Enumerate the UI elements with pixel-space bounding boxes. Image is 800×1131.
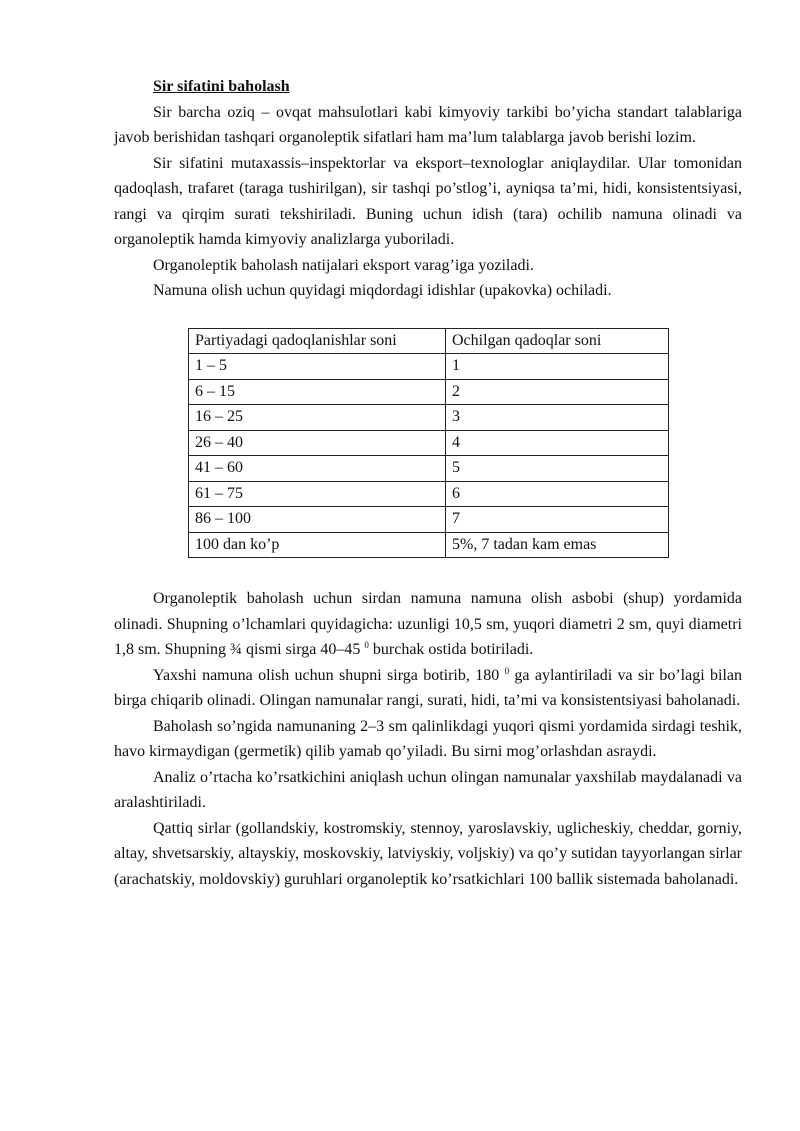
paragraph-rotate-text-1: Yaxshi namuna olish uchun shupni sirga botirib, 180 bbox=[153, 666, 505, 684]
degree-superscript: 0 bbox=[504, 665, 510, 676]
table-cell-opened: 2 bbox=[446, 379, 669, 405]
table-header-row bbox=[189, 328, 669, 354]
degree-superscript: 0 bbox=[364, 640, 369, 650]
table-row bbox=[189, 532, 669, 558]
section-heading: Sir sifatini baholash bbox=[153, 78, 290, 95]
paragraph-shup-text-2: burchak ostida botiriladi. bbox=[368, 641, 534, 658]
paragraph-shup-text-1: Organoleptik baholash uchun sirdan namuna namuna olish asbobi (shup) yordamida olinadi. Shupning o’lchamlari quyidagicha: uzunligi 10,5 sm, yuqori diametri 2 sm, quyi diametri 1,8 sm. Shupning ¾ qismi sirga 40–45 bbox=[114, 590, 742, 658]
table-cell-batch: 41 – 60 bbox=[189, 456, 446, 482]
table-cell-batch: 6 – 15 bbox=[189, 379, 446, 405]
table-row bbox=[189, 481, 669, 507]
paragraph-shup bbox=[114, 586, 742, 663]
paragraph-analysis: Analiz o’rtacha ko’rsatkichini aniqlash uchun olingan namunalar yaxshilab maydalanadi va aralashtiriladi. bbox=[114, 768, 742, 811]
table-row bbox=[189, 430, 669, 456]
table-row bbox=[189, 379, 669, 405]
paragraph-rotate bbox=[114, 663, 742, 714]
table-cell-opened: 6 bbox=[446, 481, 669, 507]
table-cell-batch: 1 – 5 bbox=[189, 354, 446, 380]
table-cell-opened: 4 bbox=[446, 430, 669, 456]
table-cell-opened: 5%, 7 tadan kam emas bbox=[446, 532, 669, 558]
paragraph-sealing: Baholash so’ngida namunaning 2–3 sm qalinlikdagi yuqori qismi yordamida sirdagi teshik, havo kirmaydigan (germetik) qilib yamab qo’yiladi. Bu sirni mog’orlashdan asraydi. bbox=[114, 717, 742, 760]
table-cell-batch: 86 – 100 bbox=[189, 507, 446, 533]
paragraph-rotate-text-2: ga aylantiriladi va sir bo’lagi bilan birga chiqarib olinadi. Olingan namunalar rangi, surati, hidi, ta’mi va konsistentsiyasi baholanadi. bbox=[114, 666, 742, 709]
table-cell-batch: 26 – 40 bbox=[189, 430, 446, 456]
table-cell-opened: 1 bbox=[446, 354, 669, 380]
table-row bbox=[189, 354, 669, 380]
paragraph-inspection: Sir sifatini mutaxassis–inspektorlar va eksport–texnologlar aniqlaydilar. Ular tomonidan qadoqlash, trafaret (taraga tushirilgan), sir tashqi po’stlog’i, ayniqsa ta’mi, hidi, konsistentsiyasi, rangi va qirqim surati tekshiriladi. Buning uchun idish (tara) ochilib namuna olinadi va organoleptik hamda kimyoviy analizlarga yuboriladi. bbox=[114, 154, 742, 248]
column-header-batch: Partiyadagi qadoqlanishlar soni bbox=[189, 328, 446, 354]
document-page bbox=[114, 74, 742, 892]
column-header-opened: Ochilgan qadoqlar soni bbox=[446, 328, 669, 354]
table-cell-batch: 100 dan ko’p bbox=[189, 532, 446, 558]
table-cell-batch: 61 – 75 bbox=[189, 481, 446, 507]
paragraph-export-sheet: Organoleptik baholash natijalari eksport varag’iga yoziladi. bbox=[153, 256, 534, 274]
sampling-table-wrapper bbox=[114, 328, 742, 559]
sampling-table bbox=[188, 328, 669, 559]
paragraph-standard: Sir barcha oziq – ovqat mahsulotlari kabi kimyoviy tarkibi bo’yicha standart talablariga javob berishidan tashqari organoleptik sifatlari ham ma’lum talablarga javob berishi lozim. bbox=[114, 103, 742, 146]
table-row bbox=[189, 456, 669, 482]
table-row bbox=[189, 507, 669, 533]
paragraph-sampling-intro: Namuna olish uchun quyidagi miqdordagi idishlar (upakovka) ochiladi. bbox=[153, 282, 612, 299]
paragraph-hard-cheeses: Qattiq sirlar (gollandskiy, kostromskiy, stennoy, yaroslavskiy, uglicheskiy, cheddar, gorniy, altay, shvetsarskiy, altayskiy, moskovskiy, latviyskiy, voljskiy) va qo’y sutidan tayyorlangan sirlar (arachatskiy, moldovskiy) guruhlari organoleptik ko’rsatkichlari 100 ballik sistemada baholanadi. bbox=[114, 819, 742, 888]
table-cell-batch: 16 – 25 bbox=[189, 405, 446, 431]
table-cell-opened: 7 bbox=[446, 507, 669, 533]
table-row bbox=[189, 405, 669, 431]
table-cell-opened: 5 bbox=[446, 456, 669, 482]
table-cell-opened: 3 bbox=[446, 405, 669, 431]
